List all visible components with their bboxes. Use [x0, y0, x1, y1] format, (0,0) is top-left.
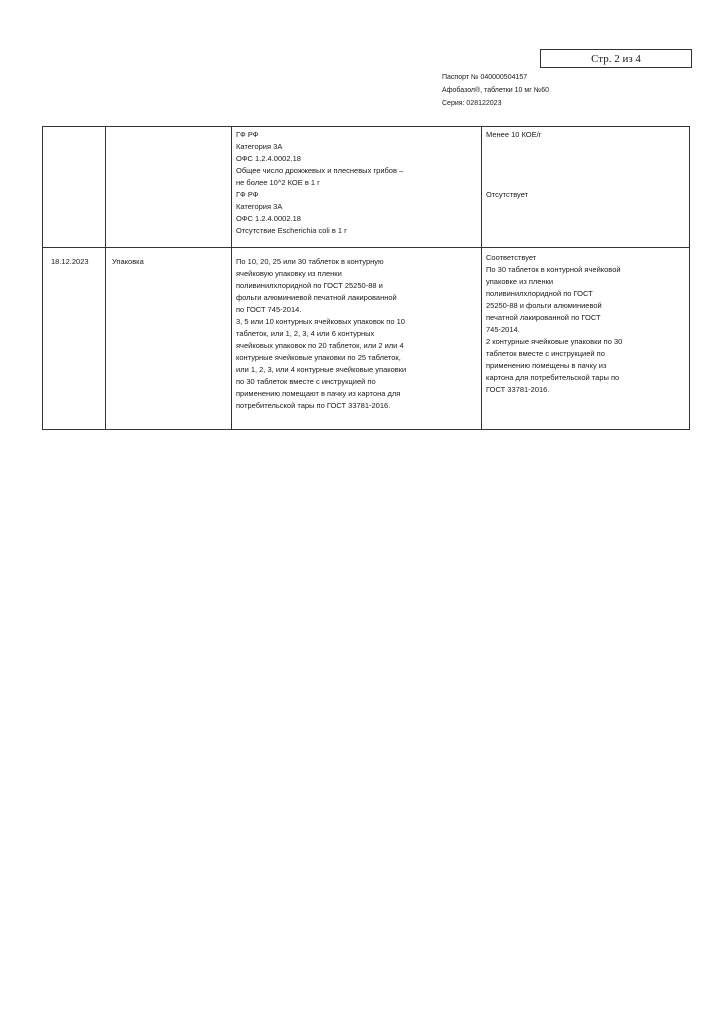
requirement-cell: [232, 127, 482, 248]
requirement-line: По 10, 20, 25 или 30 таблеток в контурную: [236, 257, 384, 266]
requirement-line: фольги алюминиевой печатной лакированной: [236, 293, 397, 302]
result-cell: [482, 127, 690, 248]
result-line: таблеток вместе с инструкцией по: [486, 349, 605, 358]
requirement-line: ОФС 1.2.4.0002.18: [236, 214, 301, 223]
result-line: ГОСТ 33781-2016.: [486, 385, 550, 394]
passport-number: Паспорт № 040000504157: [442, 74, 528, 81]
result-line: 25250-88 и фольги алюминиевой: [486, 301, 602, 310]
result-cell: [482, 248, 690, 430]
series-number: Серия: 028122023: [442, 100, 502, 107]
document-header: [442, 71, 549, 110]
requirement-line: ячейковых упаковок по 20 таблеток, или 2 или 4: [236, 341, 404, 350]
result-line: Менее 10 КОЕ/г: [486, 130, 542, 139]
date-cell: [43, 127, 106, 248]
requirement-line: по 30 таблеток вместе с инструкцией по: [236, 377, 376, 386]
requirement-line: не более 10^2 КОЕ в 1 г: [236, 178, 320, 187]
result-line: упаковке из пленки: [486, 277, 554, 286]
table-row: [43, 248, 690, 430]
requirement-line: ОФС 1.2.4.0002.18: [236, 154, 301, 163]
result-line: картона для потребительской тары по: [486, 373, 620, 382]
result-line: Соответствует: [486, 253, 537, 262]
test-name-cell: Упаковка: [106, 248, 232, 430]
analysis-table: [42, 126, 690, 430]
requirement-line: таблеток, или 1, 2, 3, 4 или 6 контурных: [236, 329, 375, 338]
result-line: По 30 таблеток в контурной ячейковой: [486, 265, 621, 274]
page-number-box: Стр. 2 из 4: [540, 49, 692, 68]
result-line: печатной лакированной по ГОСТ: [486, 313, 601, 322]
requirement-line: 3, 5 или 10 контурных ячейковых упаковок по 10: [236, 317, 405, 326]
requirement-line: поливинилхлоридной по ГОСТ 25250-88 и: [236, 281, 383, 290]
result-line: Отсутствует: [486, 190, 529, 199]
requirement-line: или 1, 2, 3, или 4 контурные ячейковые упаковки: [236, 365, 407, 374]
result-line: 745-2014.: [486, 325, 520, 334]
result-line: поливинилхлоридной по ГОСТ: [486, 289, 593, 298]
requirement-line: Категория 3А: [236, 142, 283, 151]
requirement-line: ГФ РФ: [236, 190, 259, 199]
requirement-line: потребительской тары по ГОСТ 33781-2016.: [236, 401, 391, 410]
requirement-line: Общее число дрожжевых и плесневых грибов –: [236, 166, 404, 175]
result-line: применению помещены в пачку из: [486, 361, 607, 370]
requirement-line: ГФ РФ: [236, 130, 259, 139]
requirement-line: Отсутствие Escherichia coli в 1 г: [236, 226, 347, 235]
date-cell: 18.12.2023: [43, 248, 106, 430]
test-name-cell: [106, 127, 232, 248]
table-row: [43, 127, 690, 248]
requirement-cell: [232, 248, 482, 430]
requirement-line: ячейковую упаковку из пленки: [236, 269, 342, 278]
requirement-line: контурные ячейковые упаковки по 25 таблеток,: [236, 353, 401, 362]
requirement-line: по ГОСТ 745-2014.: [236, 305, 302, 314]
product-name: Афобазол®, таблетки 10 мг №60: [442, 87, 549, 94]
requirement-line: Категория 3А: [236, 202, 283, 211]
result-line: 2 контурные ячейковые упаковки по 30: [486, 337, 623, 346]
requirement-line: применению помещают в пачку из картона для: [236, 389, 401, 398]
